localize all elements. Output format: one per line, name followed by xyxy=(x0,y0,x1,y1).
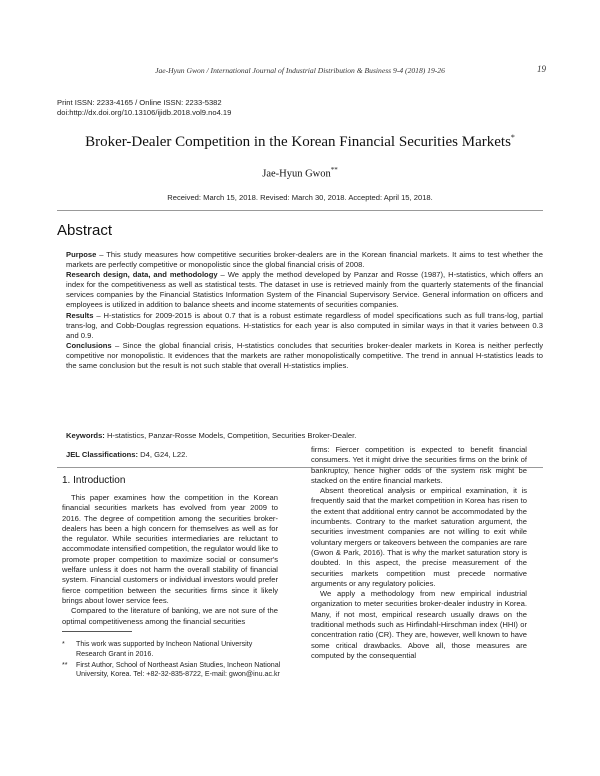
purpose-label: Purpose xyxy=(66,250,97,259)
author-footnote-mark: ** xyxy=(330,166,338,174)
intro-paragraph: This paper examines how the competition in the Korean financial securities markets has evolved from year 2009 to 2016. The degree of competition among the securities broker-dealers has been a high concern for themselves as well as for the regulator. While securities intermediaries are reluctant to accommodate intensified competition, the regulator would like to promote proper competition to maximize social or consumer's welfare unless it does not harm the overall stability of financial system. Financial customers or individual investors would prefer fierce competition between the securities firms since it likely brings about lower service fees. xyxy=(62,493,278,605)
abstract-results xyxy=(66,311,543,341)
issn-block xyxy=(57,98,231,118)
design-label: Research design, data, and methodology xyxy=(66,270,218,280)
footnote-text: First Author, School of Northeast Asian Studies, Incheon National University, Korea. Tel: +82-32-835-8722, E-mail: gwon@inu.ac.kr xyxy=(76,660,281,679)
jel-label: JEL Classifications: xyxy=(66,450,139,459)
issn-line: Print ISSN: 2233-4165 / Online ISSN: 2233-5382 xyxy=(57,98,222,107)
results-text: – H-statistics for 2009-2015 is about 0.7 that is a robust estimate regardless of model specifications such as full trans-log, partial trans-log, and Cobb-Douglas regression equations. H-statistics for each year is also computed in similar ways in that it varies between 0.3 and 0.9. xyxy=(66,310,543,340)
conclusions-text: – Since the global financial crisis, H-statistics concludes that securities broker-dealer markets in Korea is neither perfectly competitive nor monopolistic. It evidences that the markets are rather monopolistically competitive. The trend in annual H-statistics leads to the same conclusion but the result is not such stable that overall H-statistics implies. xyxy=(66,340,543,371)
author-name: Jae-Hyun Gwon xyxy=(262,168,331,180)
paper-title xyxy=(0,133,600,151)
doi-line[interactable]: doi:http://dx.doi.org/10.13106/ijidb.2018.vol9.no4.19 xyxy=(57,108,232,117)
introduction-heading: 1. Introduction xyxy=(62,475,126,486)
footnote-mark: ** xyxy=(62,660,68,669)
intro-paragraph: firms: Fiercer competition is expected to benefit financial consumers. Yet it might drive the securities firms on the brink of bankruptcy, hence higher odds of the system risk might be stacked on the entire financial markets. xyxy=(311,445,527,485)
abstract-conclusions xyxy=(66,341,543,371)
abstract-heading: Abstract xyxy=(57,222,113,239)
jel-text: D4, G24, L22. xyxy=(138,450,188,459)
results-label: Results xyxy=(66,310,94,320)
page-number: 19 xyxy=(537,64,546,74)
intro-paragraph: Compared to the literature of banking, we are not sure of the optimal competitiveness among the financial securities xyxy=(62,606,278,626)
footnote-funding xyxy=(62,640,284,660)
running-head: Jae-Hyun Gwon / International Journal of Industrial Distribution & Business 9-4 (2018) 19-26 xyxy=(155,66,445,75)
intro-paragraph: We apply a methodology from new empirical industrial organization to meter securities broker-dealer industry in Korea. Many, if not most, empirical research usually draws on the traditional methods such as Hirfindahl-Hirschman index (HHI) or concentration ratio (CR). They are, however, well known to have some critical drawbacks. Above all, those measures are computed by the consequential xyxy=(311,589,527,660)
abstract-body xyxy=(66,250,543,371)
top-divider xyxy=(57,210,543,211)
right-column xyxy=(311,445,527,661)
footnote-mark: * xyxy=(62,640,65,648)
keywords-line xyxy=(66,431,543,440)
left-column xyxy=(62,493,278,627)
keywords-text: H-statistics, Panzar-Rosse Models, Competition, Securities Broker-Dealer. xyxy=(104,431,357,440)
footnote-author xyxy=(62,661,284,681)
footnotes xyxy=(62,640,284,681)
keywords-label: Keywords: xyxy=(66,431,105,440)
author-line xyxy=(0,166,600,180)
abstract-purpose xyxy=(66,250,543,270)
conclusions-label: Conclusions xyxy=(66,340,112,350)
footnote-text: This work was supported by Incheon National University Research Grant in 2016. xyxy=(76,640,253,658)
purpose-text: – This study measures how competitive securities broker-dealers are in the Korean financial markets. It aims to test whether the markets are perfectly competitive or monopolistic since the global financial crisis of 2008. xyxy=(66,250,543,270)
footnote-divider xyxy=(62,631,132,632)
title-footnote-mark: * xyxy=(510,133,515,142)
design-text: – We apply the method developed by Panzar and Rosse (1987), H-statistics, which offers an index for the competitiveness as well as statistical tests. The dataset in use is retrieved mainly from the quarterly statements of the financial services companies by the Financial Statistics Information System of the Financial Supervisory Service. General information on officers and employees is utilized in addition to balance sheets and income statements of securities companies. xyxy=(66,270,543,310)
title-text: Broker-Dealer Competition in the Korean Financial Securities Markets xyxy=(85,134,511,150)
intro-paragraph: Absent theoretical analysis or empirical examination, it is frequently said that the market competition in Korea has risen to the extent that additional entry cannot be accommodated by the incumbents. Contrary to the market saturation argument, the securities investment companies are not willing to exit while voluntary mergers or takeovers between the companies are rare (Gwon & Park, 2016). That is why the market saturation story is doubted. In this aspect, the precise measurement of the securities markets competition must precede normative arguments or any regulatory policies. xyxy=(311,486,527,588)
abstract-design xyxy=(66,270,543,310)
received-dates: Received: March 15, 2018. Revised: March 30, 2018. Accepted: April 15, 2018. xyxy=(167,193,433,202)
